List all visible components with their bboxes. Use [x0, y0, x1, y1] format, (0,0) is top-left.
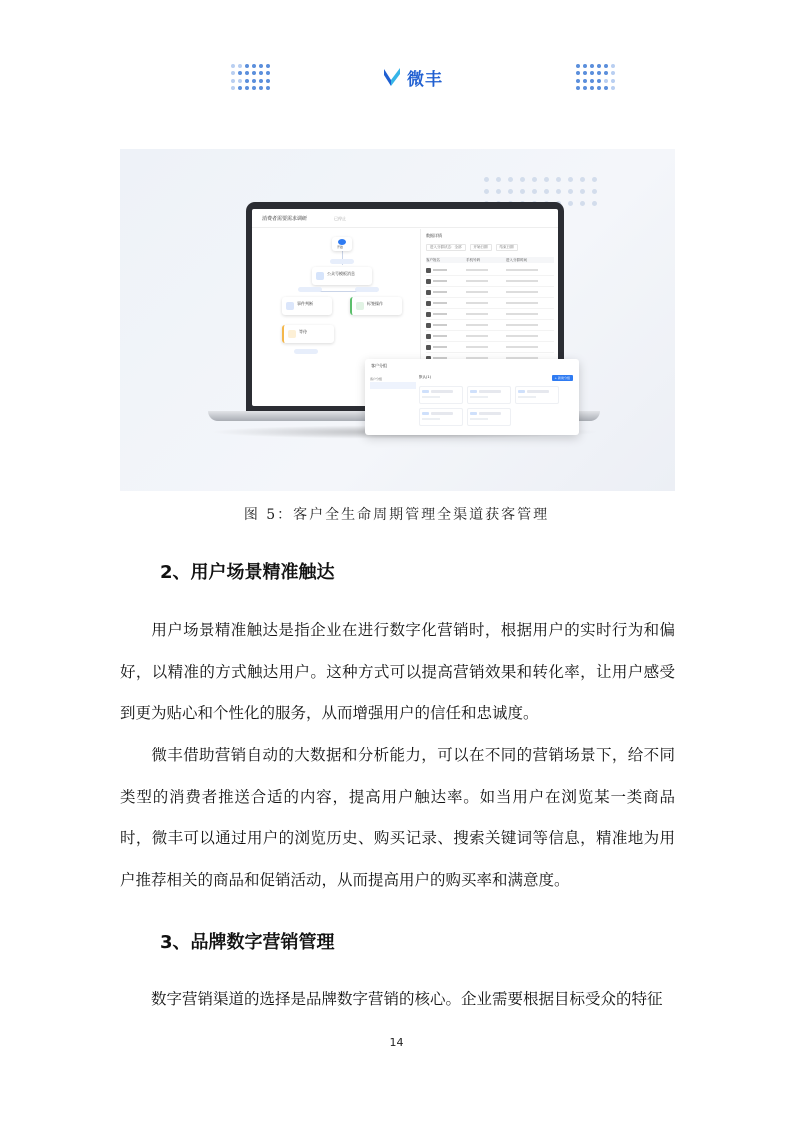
page-number: 14 [389, 1036, 404, 1049]
column-header-time: 进入分群时间 [506, 257, 527, 262]
flow-node-wait: 等待 [282, 325, 334, 343]
table-row [426, 265, 554, 276]
table-row [426, 276, 554, 287]
tag-icon [356, 302, 364, 310]
avatar [426, 268, 431, 273]
filter-end-date: 结束日期 [496, 244, 518, 251]
header-dots-left-decoration [231, 64, 265, 90]
event-icon [286, 302, 294, 310]
sidebar-item [370, 403, 416, 410]
customer-group-card [365, 359, 579, 435]
customer-group-sidebar [370, 375, 416, 424]
group-card [467, 408, 511, 426]
table-row [426, 309, 554, 320]
column-header-name: 客户姓名 [426, 257, 440, 262]
customer-group-main [419, 375, 573, 382]
group-card [419, 408, 463, 426]
avatar [426, 279, 431, 284]
brand-logo-icon [382, 66, 402, 88]
sidebar-group-label: 客户分组 [370, 376, 383, 381]
new-group-button: + 新建分组 [552, 375, 573, 381]
table-row [426, 342, 554, 353]
flow-node-start: 开始 [332, 237, 352, 251]
data-table-header [426, 257, 554, 263]
paragraph: 数字营销渠道的选择是品牌数字营销的核心。企业需要根据目标受众的特征 [151, 990, 663, 1008]
flow-node-template-message: 公众号模板消息 [312, 267, 372, 285]
customer-group-subheading: 默认(1) [419, 375, 431, 379]
flow-pill-bottom [294, 349, 318, 354]
screen-title: 消费者需要需求调研 [262, 216, 308, 222]
header-dots-right-decoration [576, 64, 610, 90]
message-icon [316, 272, 324, 280]
product-screenshot-figure [120, 149, 675, 491]
wait-icon [288, 330, 296, 338]
flow-node-tag: 标签操作 [350, 297, 402, 315]
group-cards-grid [419, 386, 559, 426]
flow-pill-left [298, 287, 322, 292]
section-heading-brand-marketing: 3、品牌数字营销管理 [160, 932, 335, 953]
flow-pill [330, 259, 354, 264]
table-row [426, 298, 554, 309]
filter-start-date: 开始日期 [470, 244, 492, 251]
avatar [426, 345, 431, 350]
filter-status: 进入分群状态：全部 [426, 244, 466, 251]
data-table-filter-bar [426, 244, 554, 251]
paragraph: 用户场景精准触达是指企业在进行数字化营销时，根据用户的实时行为和偏好，以精准的方式触达用户。这种方式可以提高营销效果和转化率，让用户感受到更为贴心和个性化的服务，从而增强用户的信任和忠诚度。 [120, 621, 675, 723]
sidebar-item [370, 396, 416, 403]
table-row [426, 287, 554, 298]
table-row [426, 320, 554, 331]
figure-caption: 图 5：客户全生命周期管理全渠道获客管理 [243, 507, 550, 523]
data-table-rows [426, 265, 554, 364]
avatar [426, 290, 431, 295]
group-card [419, 386, 463, 404]
sidebar-item [370, 389, 416, 396]
avatar [426, 334, 431, 339]
table-row [426, 331, 554, 342]
flow-pill-right [355, 287, 379, 292]
column-header-phone: 手机号码 [466, 257, 480, 262]
avatar [426, 323, 431, 328]
brand-logo [382, 64, 443, 90]
group-card [515, 386, 559, 404]
brand-logo-text: 微丰 [407, 69, 443, 90]
sidebar-item [370, 410, 416, 417]
flow-node-event: 事件判断 [282, 297, 332, 315]
group-card [467, 386, 511, 404]
data-table-heading: 数据详情 [426, 233, 442, 238]
customer-group-card-title: 客户分组 [371, 363, 387, 368]
sidebar-item [370, 382, 416, 389]
avatar [426, 301, 431, 306]
paragraph: 微丰借助营销自动的大数据和分析能力，可以在不同的营销场景下，给不同类型的消费者推送合适的内容，提高用户触达率。如当用户在浏览某一类商品时，微丰可以通过用户的浏览历史、购买记录、搜索关键词等信息，精准地为用户推荐相关的商品和促销活动，从而提高用户的购买率和满意度。 [120, 746, 675, 889]
screen-divider [252, 227, 558, 228]
screen-status-tag: 已停止 [334, 216, 346, 221]
sidebar-item [370, 417, 416, 424]
avatar [426, 312, 431, 317]
section-heading-scene-reach: 2、用户场景精准触达 [160, 562, 335, 583]
